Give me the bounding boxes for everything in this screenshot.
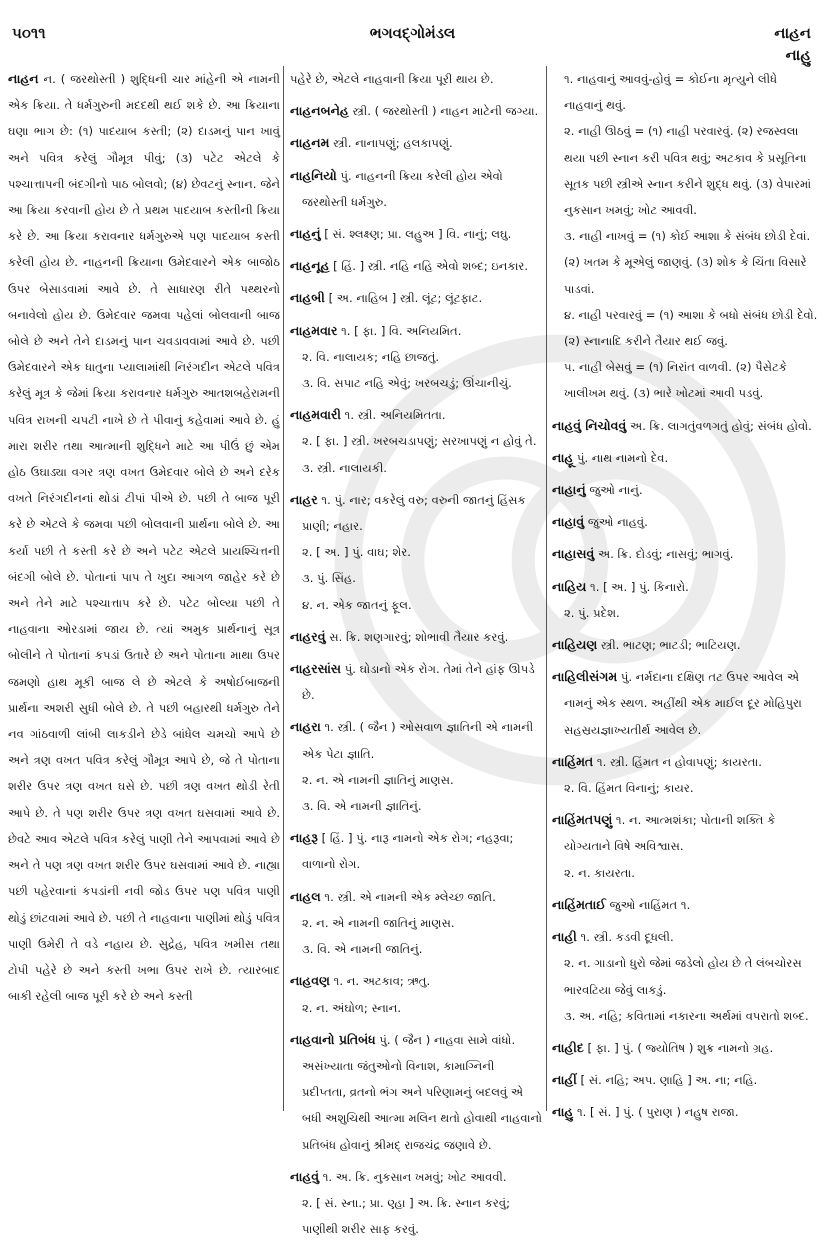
entry-subsense: ૨. નાહી ઊઠવું = (૧) નાહી પરવારવું. (૨) રજસ્વલા થયા પછી સ્નાન કરી પવિત્ર થવું; અટકાવ કે પ્રસૂતિના સૂતક પછી સ્ત્રીએ સ્નાન કરીને શુદ્ધ થવું. (૩) વેપારમાં નુકસાન ખમવું; ખોટ આવવી. xyxy=(564,124,812,218)
entry-subsense: ૨. [ ફા. ] સ્ત્રી. ખરબચડાપણું; સરખાપણું ન હોવું તે. xyxy=(302,434,537,449)
entry-main xyxy=(290,624,542,650)
dictionary-entry xyxy=(552,892,818,924)
dictionary-entry xyxy=(552,1067,818,1099)
entry-main xyxy=(290,1027,542,1158)
entry-main xyxy=(552,1099,818,1125)
dictionary-entry xyxy=(552,574,818,632)
entry-definition: પું. નાથ નામનો દેવ. xyxy=(576,450,669,465)
entry-main xyxy=(552,541,818,567)
entry-definition: ૧. ન. અટકાવ; ઋતુ. xyxy=(333,974,431,989)
entry-main xyxy=(552,892,818,918)
dictionary-entry xyxy=(552,509,818,541)
dictionary-entry xyxy=(290,402,542,487)
entry-subsense: ૩. વિ. એ નામની જ્ઞાતિનું. xyxy=(302,799,422,814)
dictionary-entry xyxy=(552,924,818,1035)
entry-main xyxy=(552,509,818,535)
entry-headword: નાહિય xyxy=(552,578,587,594)
entry-subsense: ૨. ન. ગાડાનો ધુરો જેમાં જડેલો હોય છે તે લંબચોરસ ભારવટિયા જેવું લાકડું. xyxy=(564,956,802,997)
dictionary-entry xyxy=(290,1164,542,1248)
entry-definition: પહેરે છે, એટલે નાહવાની ક્રિયા પૂરી થાય છે. xyxy=(290,72,494,86)
entry-definition: ૧. [ ફા. ] વિ. અનિયમિત. xyxy=(341,323,462,338)
dictionary-entry xyxy=(290,968,542,1026)
entry-main xyxy=(290,656,542,708)
entry-main xyxy=(290,163,542,215)
entry-definition: જુઓ નાહવું. xyxy=(587,515,648,530)
entry-headword: નાહવણ xyxy=(290,973,330,989)
entry-headword: નાહીં xyxy=(552,1072,577,1088)
dictionary-entry xyxy=(552,413,818,445)
dictionary-entry xyxy=(290,487,542,624)
entry-headword: નાહુ xyxy=(552,1104,574,1120)
entry-main xyxy=(290,884,542,910)
entry-subsense: ૨. ન. એ નામની જ્ઞાતિનું માણસ. xyxy=(302,772,454,787)
entry-headword: નાહરા xyxy=(290,719,321,735)
dictionary-entry xyxy=(290,318,542,403)
entry-main xyxy=(552,445,818,471)
entry-definition: ન. ( જરથોસ્તી ) શુદ્ધિની ચાર માંહેની એ નામની એક ક્રિયા. તે ધર્મગુરુની મદદથી થઈ શકે છે. આ ક્રિયાના ઘણા ભાગ છે: (૧) પાદયાબ કસ્તી; (૨) દાડમનું પાન ખાવું અને પવિત્ર કરેલું ગૌમૂત્ર પીવું; (૩) પટેટ એટલે કે પશ્ચાત્તાપની બંદગીનો પાઠ બોલવો; (૪) છેવટનું સ્નાન. જેને આ ક્રિયા કરવાની હોય છે તે પ્રથમ પાદયાબ કસ્તીની ક્રિયા કરે છે. આ ક્રિયા કરાવનાર ધર્મગુરુએ પણ પાદયાબ કસ્તી કરેલી હોય છે. નાહનની ક્રિયાના ઉમેદવારને એક બાજોઠ ઉપર બેસાડવામાં આવે છે. તે સાધારણ રીતે પથ્થરનો બનાવેલો હોય છે. ઉમેદવાર જમવા પહેલાં બોલવાની બાજ બોલે છે અને તેને દાડમનું પાન ચવડાવવામાં આવે છે. પછી ઉમેદવારને એક ધાતુના પ્યાલામાંથી નિરંગદીન એટલે પવિત્ર કરેલું મૂત્ર કે જેમાં ક્રિયા કરાવનાર ધર્મગુરુ આતશબહેરામની પવિત્ર રાખની ચપટી નાખે છે તે પીવાનું કહેવામાં આવે છે. હું મારા શરીર તથા આત્માની શુદ્ધિને માટે આ પીઉં છું એમ હોઠ ઉઘાડ્યા વગર ત્રણ વખત ઉમેદવાર બોલે છે અને દરેક વખતે નિરંગદીનનાં થોડાં ટીપાં પીએ છે. પછી તે બાજ પૂરી કરે છે એટલે કે જમવા પછી બોલવાની પ્રાર્થના બોલે છે. આ કર્યા પછી તે કસ્તી કરે છે અને પટેટ એટલે પ્રાયશ્ચિત્તની બંદગી બોલે છે. પોતાનાં પાપ તે ખુદા આગળ જાહેર કરે છે અને તેને માટે પશ્ચાત્તાપ કરે છે. પટેટ બોલ્યા પછી તે નાહવાના ઓરડામાં જાય છે. ત્યાં અમુક પ્રાર્થનાનું સૂત્ર બોલીને તે પોતાનાં કપડાં ઉતારે છે અને પોતાના માથા ઉપર જમણો હાથ મૂકી બાજ લે છે એટલે કે અષોઈબાજની પ્રાર્થના અશરી સુધી બોલે છે. તે પછી બહારથી ધર્મગુરુ તેને નવ ગાંઠવાળી લાંબી લાકડીને છેડે બાંધેલ ચમચો આપે છે અને ત્રણ વખત પવિત્ર કરેલું ગૌમૂત્ર આપે છે, જે તે પોતાના શરીર ઉપર ત્રણ વખત ઘસે છે. પછી ત્રણ વખત થોડી રેતી આપે છે. તે પણ શરીર ઉપર ત્રણ વખત ઘસવામાં આવે છે. છેવટે આવ એટલે પવિત્ર કરેલું પાણી તેને આપવામાં આવે છે અને તે પણ ત્રણ વખત શરીર ઉપર ઘસવામાં આવે છે. નાહ્યા પછી પહેરવાનાં કપડાંની નવી જોડ ઉપર પણ પવિત્ર પાણી થોડું છાંટવામાં આવે છે. પછી તે નાહવાના પાણીમાં થોડું પવિત્ર પાણી ઉમેરી તે વડે નહાય છે. સુદ્રેહ, પવિત્ર ખમીસ તથા ટોપી પહેરે છે અને કસ્તી ખભા ઉપર રાખે છે. ત્યારબાદ બાકી રહેલી બાજ પૂરી કરે છે અને કસ્તી xyxy=(8,72,280,1004)
entry-definition: સ. ક્રિ. શણગારવું; શોભાવી તૈયાર કરવું. xyxy=(329,629,509,644)
entry-headword: નાહીદ xyxy=(552,1039,584,1055)
entry-main xyxy=(290,318,542,344)
entry-definition: ૧. [ અ. ] પું. કિનારો. xyxy=(590,579,689,594)
entry-definition: પું. નાહનની ક્રિયા કરેલી હોય એવો જરથોસ્તી ધર્મગુરુ. xyxy=(302,168,503,209)
entry-headword: નાહવું નિચોવવું xyxy=(552,417,627,433)
entry-definition: [ ફા. ] પું. ( જ્યોતિષ ) શુક્ર નામનો ગ્રહ. xyxy=(587,1040,774,1055)
entry-headword: નાહનિયો xyxy=(290,167,337,183)
entry-subsense: ૪. ન. એક જાતનું ફૂલ. xyxy=(302,597,412,612)
entry-headword: નાહનૂહ xyxy=(290,258,330,274)
dictionary-entry xyxy=(290,714,542,825)
entry-definition: [ હિં. ] પું. નારૂ નામનો એક રોગ; નહરૂવા; વાળાનો રોગ. xyxy=(302,831,514,872)
entry-headword: નાહરસાંસ xyxy=(290,661,342,677)
entry-headword: નાહિયણ xyxy=(552,637,598,653)
entry-main xyxy=(290,714,542,766)
dictionary-entry xyxy=(290,656,542,714)
entry-main xyxy=(552,413,818,439)
entry-definition: ૧. પું. નાર; વકરેલું વરુ; વરુની જાતનું હિંસક પ્રાણી; નહાર. xyxy=(302,492,526,534)
entry-subsense: ૩. પું. સિંહ. xyxy=(302,571,356,586)
entry-subsense: ૨. [ અ. ] પું. વાઘ; શેર. xyxy=(302,545,411,560)
entry-headword: નાહવાનો પ્રતિબંધ xyxy=(290,1031,376,1047)
entry-headword: નાહરૂ xyxy=(290,830,318,846)
entry-headword: નાહવું xyxy=(290,1168,320,1184)
entry-subsense: ૨. ન. અંઘોળ; સ્નાન. xyxy=(302,1000,402,1015)
entry-definition: ૧. ન. આત્મશંકા; પોતાની શક્તિ કે યોગ્યતાને વિષે અવિશ્વાસ. xyxy=(564,813,776,854)
entry-definition: સ્ત્રી. ભાટણ; ભાટડી; ભાટિયણ. xyxy=(600,638,741,653)
entry-headword: નાહિંમતાઈ xyxy=(552,896,606,912)
entry-definition: ૧. સ્ત્રી. અનિયમિતતા. xyxy=(344,408,446,423)
entry-headword: નાહર xyxy=(290,491,318,507)
entry-main xyxy=(552,1067,818,1093)
entry-definition: ૧. સ્ત્રી. કડવી દૂધલી. xyxy=(580,930,674,945)
entry-main xyxy=(290,825,542,877)
entry-definition: ૧. [ સં. ] પું. ( પુરાણ ) નહુષ રાજા. xyxy=(576,1105,739,1120)
dictionary-entry xyxy=(552,632,818,664)
entry-subsense: ૨. વિ. નાલાયક; નહિ છાજતું. xyxy=(302,349,440,364)
entry-definition: પું. ઘોડાનો એક રોગ. તેમાં તેને હાંફ ઊપડે છે. xyxy=(302,662,535,703)
column-2 xyxy=(290,66,542,1248)
column-1 xyxy=(8,66,280,1009)
dictionary-entry xyxy=(552,1099,818,1131)
entry-headword: નાહી xyxy=(552,929,577,945)
column-divider xyxy=(546,66,547,1111)
entry-main xyxy=(290,285,542,311)
page-number: ૫૦૧૧ xyxy=(12,24,46,42)
entry-headword: નાહરવું xyxy=(290,628,326,644)
entry-subsense: ૩. અ. નહિ; કવિતામાં નકારના અર્થમાં વપરાતો શબ્દ. xyxy=(564,1008,809,1023)
dictionary-entry xyxy=(290,98,542,130)
entry-headword: નાહાસવું xyxy=(552,546,595,562)
entry-subsense: ૩. સ્ત્રી. નાલાયકી. xyxy=(302,460,387,475)
entry-headword: નાહિંમતપણું xyxy=(552,812,613,828)
entry-headword: નાહાનું xyxy=(552,482,586,498)
entry-main xyxy=(552,1035,818,1061)
entry-main xyxy=(290,130,542,156)
page-header xyxy=(0,24,825,64)
dictionary-entry xyxy=(552,477,818,509)
entry-headword: નાહન xyxy=(8,71,39,86)
entry-subsense: ૩. નાહી નાખવું = (૧) કોઈ આશા કે સંબંધ છોડી દેવાં. (૨) ખતમ કે મૂએલું જાણવું. (૩) શોક કે ચિંતા વિસારે પાડવાં. xyxy=(564,229,811,296)
dictionary-entry xyxy=(290,66,542,98)
entry-definition: અ. ક્રિ. લાગતુંવળગતું હોવું; સંબંધ હોવો. xyxy=(629,418,812,433)
entry-main xyxy=(290,1164,542,1190)
dictionary-entry xyxy=(552,664,818,749)
entry-definition: પું. નર્મદાના દક્ષિણ તટ ઉપર આવેલ એ નામનું એક સ્થળ. અહીંથી એક માઈલ દૂર મોહિપુરા સહસ્રયજ્ઞાખ્યતીર્થ આવેલ છે. xyxy=(564,670,802,737)
entry-subsense: ૨. [ સં. સ્ના.; પ્રા. ણ્હા ] અ. ક્રિ. સ્નાન કરવું; પાણીથી શરીર સાફ કરવું. xyxy=(302,1195,510,1237)
column-3 xyxy=(552,66,818,1132)
column-divider xyxy=(283,66,284,1111)
dictionary-entry xyxy=(290,253,542,285)
entry-definition: ૧. સ્ત્રી. ( જૈન ) ઓસવાળ જ્ઞાતિની એ નામની એક પેટા જ્ઞાતિ. xyxy=(302,720,534,761)
entry-main xyxy=(290,66,542,92)
guide-word-last: નાહુ xyxy=(785,46,811,64)
entry-subsense: ૫. નાહી બેસવું = (૧) નિરાંત વાળવી. (૨) પૈસેટકે ખાલીખમ થવું. (૩) ભારે ખોટમાં આવી પડવું. xyxy=(564,360,787,401)
entry-definition: સ્ત્રી. નાનાપણું; હલકાપણું. xyxy=(333,136,453,151)
entry-subsense: ૧. નાહવાનું આવવું-હોવું = કોઈના મૃત્યુને લીધે નાહવાનું થવું. xyxy=(564,72,778,113)
entry-definition: સ્ત્રી. ( જરથોસ્તી ) નાહન માટેની જગ્યા. xyxy=(352,104,539,119)
entry-definition: [ હિં. ] સ્ત્રી. નહિ નહિ એવો શબ્દ; ઇનકાર. xyxy=(333,259,529,274)
dictionary-entry xyxy=(290,1027,542,1164)
entry-headword: નાહનબનેહ xyxy=(290,103,349,119)
entry-main xyxy=(552,664,818,743)
entry-headword: નાહબી xyxy=(290,290,325,306)
page-title: ભગવદ્ગોમંડલ xyxy=(369,24,456,42)
entry-main xyxy=(290,402,542,428)
dictionary-entry xyxy=(290,163,542,221)
entry-headword: નાહિલીસંગમ xyxy=(552,669,618,685)
dictionary-entry xyxy=(290,825,542,883)
entry-definition: ૧. સ્ત્રી. હિંમત ન હોવાપણું; કાયરતા. xyxy=(596,754,762,769)
entry-headword: નાહનું xyxy=(290,226,321,242)
entry-main xyxy=(552,574,818,600)
entry-main xyxy=(552,807,818,859)
entry-headword: નાહલ xyxy=(290,888,321,904)
dictionary-entry xyxy=(290,884,542,969)
dictionary-entry xyxy=(8,66,280,1009)
entry-headword: નાહાવું xyxy=(552,514,585,530)
entry-main xyxy=(552,477,818,503)
entry-subsense: ૨. વિ. હિંમત વિનાનું; કાયર. xyxy=(564,781,694,796)
dictionary-entry xyxy=(552,807,818,892)
entry-subsense: ૨. ન. એ નામની જાતિનું માણસ. xyxy=(302,915,455,930)
entry-definition: [ સં. શ્લક્ષ્ણ; પ્રા. લહુઅ ] વિ. નાનું; લઘુ. xyxy=(324,227,512,242)
entry-definition: ૧. સ્ત્રી. એ નામની એક મ્લેચ્છ જાતિ. xyxy=(324,889,496,904)
entry-definition: જુઓ નાનું. xyxy=(589,483,643,498)
entry-definition: જુઓ નાહિંમત ૧. xyxy=(609,897,691,912)
entry-main xyxy=(552,632,818,658)
dictionary-entry xyxy=(552,66,818,413)
dictionary-entry xyxy=(552,1035,818,1067)
entry-headword: નાહમવારી xyxy=(290,407,341,423)
dictionary-entry xyxy=(552,541,818,573)
entry-main xyxy=(552,749,818,775)
entry-definition: ૧. અ. ક્રિ. નુકસાન ખમવું; ખોટ આવવી. xyxy=(322,1169,507,1184)
entry-main xyxy=(290,221,542,247)
entry-headword: નાહિંમત xyxy=(552,753,594,769)
entry-headword: નાહનમ xyxy=(290,135,330,151)
entry-main xyxy=(290,253,542,279)
entry-main xyxy=(290,968,542,994)
entry-definition: અ. ક્રિ. દોડવું; નાસવું; ભાગવું. xyxy=(597,547,734,562)
entry-headword: નાહૂ xyxy=(552,449,574,465)
entry-subsense: ૨. ન. કાયરતા. xyxy=(564,865,635,880)
entry-main xyxy=(290,487,542,539)
entry-subsense: ૩. વિ. સપાટ નહિ એવું; ખરબચડું; ઊંચાનીચું. xyxy=(302,376,512,391)
entry-definition: [ સં. નહિ; અપ. ણાહિ ] અ. ના; નહિ. xyxy=(580,1073,758,1088)
dictionary-entry xyxy=(290,221,542,253)
entry-main xyxy=(290,98,542,124)
entry-definition: [ અ. નાહિબ ] સ્ત્રી. લૂંટ; લૂંટફાટ. xyxy=(328,291,483,306)
dictionary-entry xyxy=(290,130,542,162)
entry-subsense: ૪. નાહી પરવારવું = (૧) આશા કે બધો સંબંધ છોડી દેવો. (૨) સ્નાનાદિ કરીને તૈયાર થઈ જવું. xyxy=(564,307,818,349)
entry-headword: નાહમવાર xyxy=(290,322,338,338)
entry-subsense: ૩. વિ. એ નામની જાતિનું. xyxy=(302,942,423,957)
entry-definition: પું. ( જૈન ) નાહવા સામે વાંધો. અસંખ્યાતા જંતુઓનો વિનાશ, કામાગ્નિની પ્રદીપ્તતા, વ્રતનો ભંગ અને પરિણામનું બદલવું એ બધી અશુચિથી આત્મા મલિન થતો હોવાથી નાહવાનો પ્રતિબંધ હોવાનું શ્રીમદ્ રાજચંદ્ર જણાવે છે. xyxy=(302,1032,543,1152)
dictionary-entry xyxy=(552,445,818,477)
dictionary-entry xyxy=(290,624,542,656)
guide-word-first: નાહન xyxy=(774,24,811,42)
dictionary-entry xyxy=(552,749,818,807)
entry-subsense: ૨. પું. પ્રદેશ. xyxy=(564,605,620,620)
dictionary-entry xyxy=(290,285,542,317)
entry-main xyxy=(552,924,818,950)
